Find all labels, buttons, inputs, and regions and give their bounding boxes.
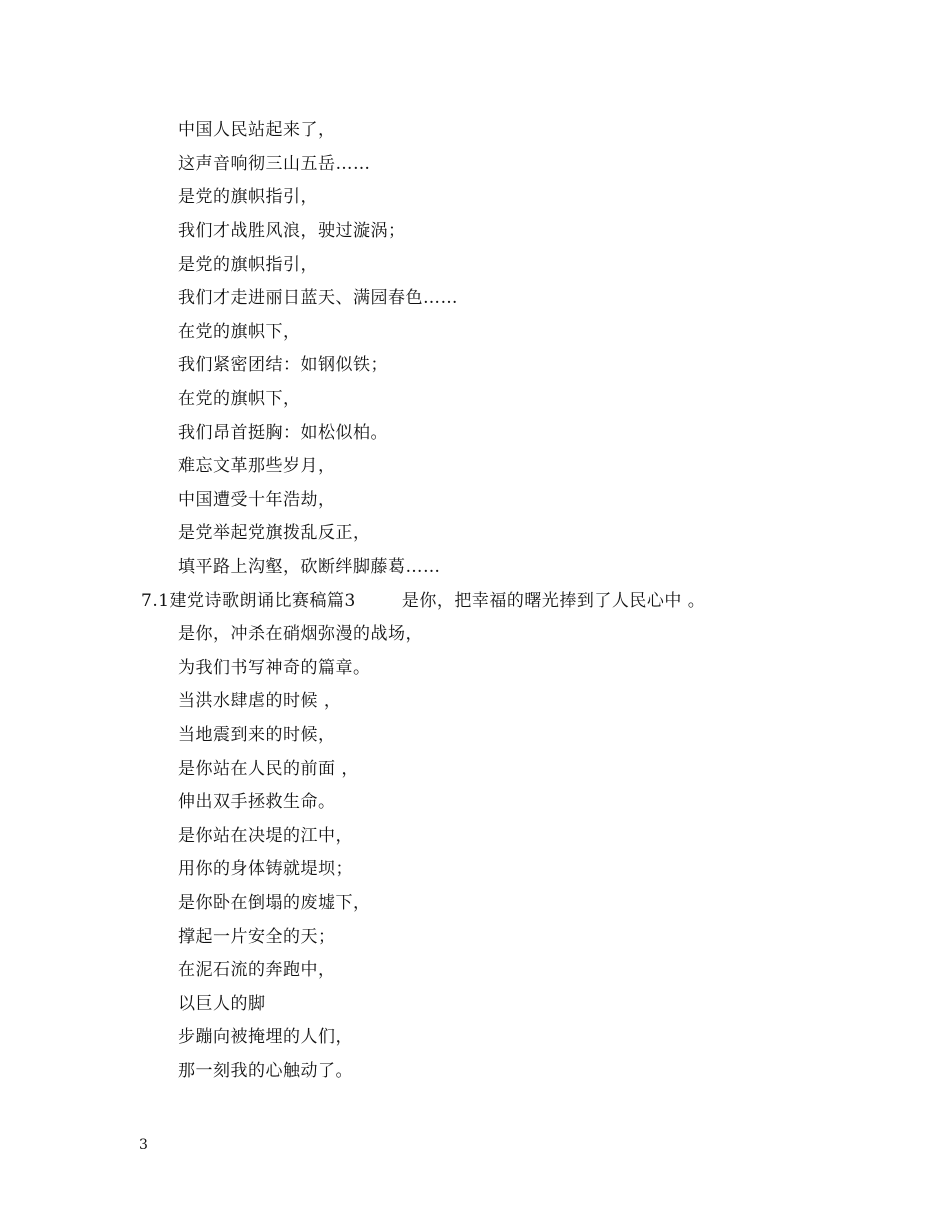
- poem-line: 是党的旗帜指引，: [178, 187, 318, 207]
- poem-line: 中国人民站起来了，: [178, 120, 336, 140]
- poem-line: 那一刻我的心触动了。: [178, 1061, 353, 1081]
- poem-line: 我们才战胜风浪，驶过漩涡；: [178, 221, 406, 241]
- poem-line: 中国遭受十年浩劫，: [178, 490, 336, 510]
- poem-line: 我们紧密团结：如钢似铁；: [178, 355, 388, 375]
- poem-line: 我们才走进丽日蓝天、满园春色……: [178, 288, 458, 308]
- poem-line: 用你的身体铸就堤坝；: [178, 859, 353, 879]
- poem-line: 伸出双手拯救生命。: [178, 792, 336, 812]
- poem-line: 我们昂首挺胸：如松似柏。: [178, 423, 388, 443]
- poem-line: 撑起一片安全的天；: [178, 927, 336, 947]
- poem-line: 为我们书写神奇的篇章。: [178, 658, 371, 678]
- poem-line: 以巨人的脚: [178, 994, 266, 1014]
- poem-line: 是党举起党旗拨乱反正，: [178, 523, 371, 543]
- poem-line: 是你站在人民的前面 ，: [178, 759, 359, 779]
- poem-line: 是你，把幸福的曙光捧到了人民心中 。: [401, 591, 706, 611]
- poem-line: 填平路上沟壑，砍断绊脚藤葛……: [178, 557, 441, 577]
- poem-line: 是党的旗帜指引，: [178, 255, 318, 275]
- poem-line: 是你卧在倒塌的废墟下，: [178, 893, 371, 913]
- poem-line: 难忘文革那些岁月，: [178, 456, 336, 476]
- poem-line: 步蹦向被掩埋的人们，: [178, 1027, 353, 1047]
- section-title: 7.1建党诗歌朗诵比赛稿篇3: [141, 591, 356, 611]
- poem-line: 在泥石流的奔跑中，: [178, 960, 336, 980]
- poem-line: 当地震到来的时候，: [178, 725, 336, 745]
- poem-line: 在党的旗帜下，: [178, 322, 301, 342]
- poem-line: 当洪水肆虐的时候 ，: [178, 691, 342, 711]
- section-heading-line: [141, 590, 705, 612]
- page-number: 3: [139, 1137, 148, 1153]
- poem-line: 是你站在决堤的江中，: [178, 826, 353, 846]
- poem-line: 这声音响彻三山五岳……: [178, 154, 371, 174]
- poem-line: 是你，冲杀在硝烟弥漫的战场，: [178, 624, 423, 644]
- poem-line: 在党的旗帜下，: [178, 389, 301, 409]
